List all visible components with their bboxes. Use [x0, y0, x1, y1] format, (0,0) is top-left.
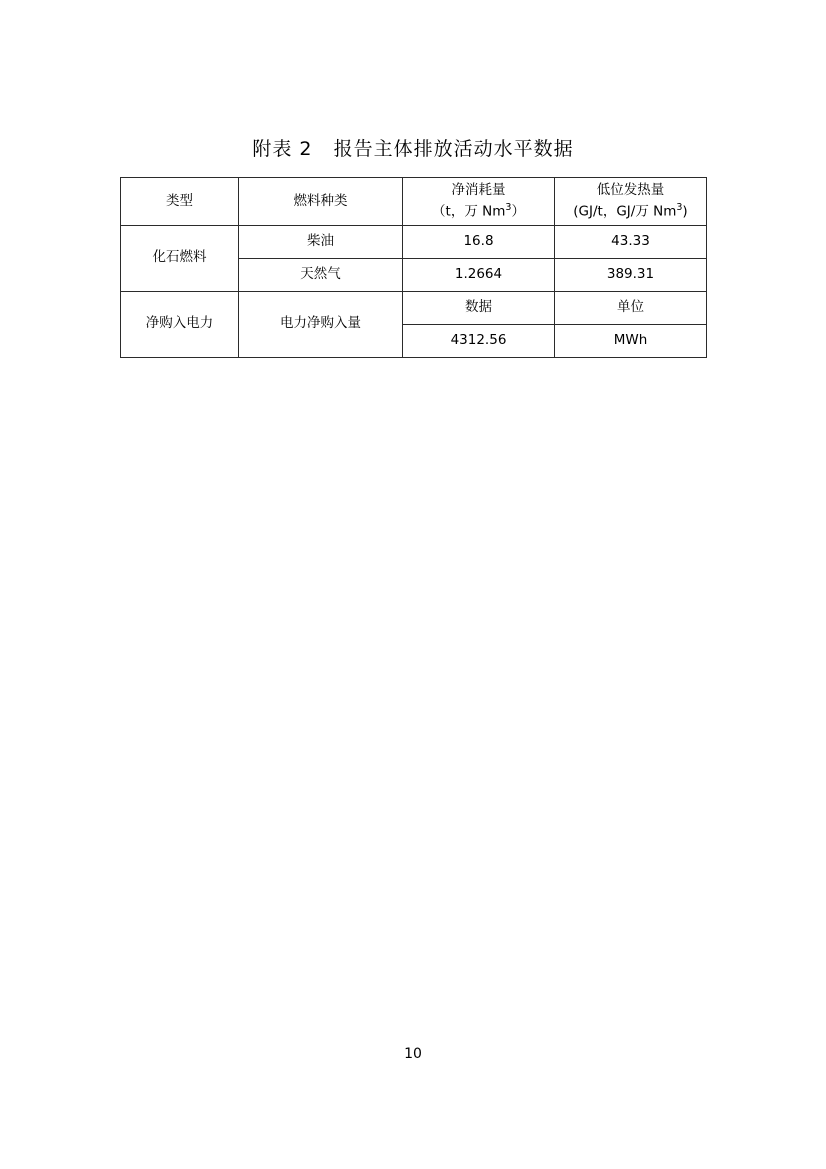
header-net-consumption — [403, 178, 555, 226]
emission-activity-table-wrap — [120, 177, 706, 358]
cell-net-consumption-natural-gas: 1.2664 — [403, 258, 555, 291]
cell-electricity-value: 4312.56 — [403, 324, 555, 357]
header-net-consumption-sup: 3 — [505, 201, 512, 213]
header-lhv-line1: 低位发热量 — [596, 182, 665, 198]
header-lhv-line2: (GJ/t，GJ/万 Nm — [573, 203, 677, 220]
header-lhv-sup: 3 — [676, 201, 683, 213]
cell-lhv-natural-gas: 389.31 — [555, 258, 707, 291]
cell-lhv-diesel: 43.33 — [555, 225, 707, 258]
emission-activity-table — [120, 177, 707, 358]
cell-category-purchased-electricity: 净购入电力 — [121, 291, 239, 357]
header-fuel-kind: 燃料种类 — [239, 178, 403, 226]
table-header-row — [121, 178, 707, 226]
cell-electricity-unit: MWh — [555, 324, 707, 357]
cell-fuel-diesel: 柴油 — [239, 225, 403, 258]
subheader-unit: 单位 — [555, 291, 707, 324]
table-row — [121, 291, 707, 324]
header-lhv — [555, 178, 707, 226]
page-title: 附表 2 报告主体排放活动水平数据 — [252, 138, 574, 160]
header-lhv-line2-end: ) — [682, 203, 688, 220]
cell-fuel-natural-gas: 天然气 — [239, 258, 403, 291]
subheader-data: 数据 — [403, 291, 555, 324]
cell-net-consumption-diesel: 16.8 — [403, 225, 555, 258]
page-number: 10 — [404, 1046, 422, 1062]
cell-item-net-purchased-electricity: 电力净购入量 — [239, 291, 403, 357]
cell-category-fossil-fuel: 化石燃料 — [121, 225, 239, 291]
table-row — [121, 225, 707, 258]
header-net-consumption-line2-end: ） — [511, 203, 525, 220]
header-type: 类型 — [121, 178, 239, 226]
header-net-consumption-line2: （t，万 Nm — [432, 203, 506, 220]
header-net-consumption-line1: 净消耗量 — [451, 182, 506, 198]
